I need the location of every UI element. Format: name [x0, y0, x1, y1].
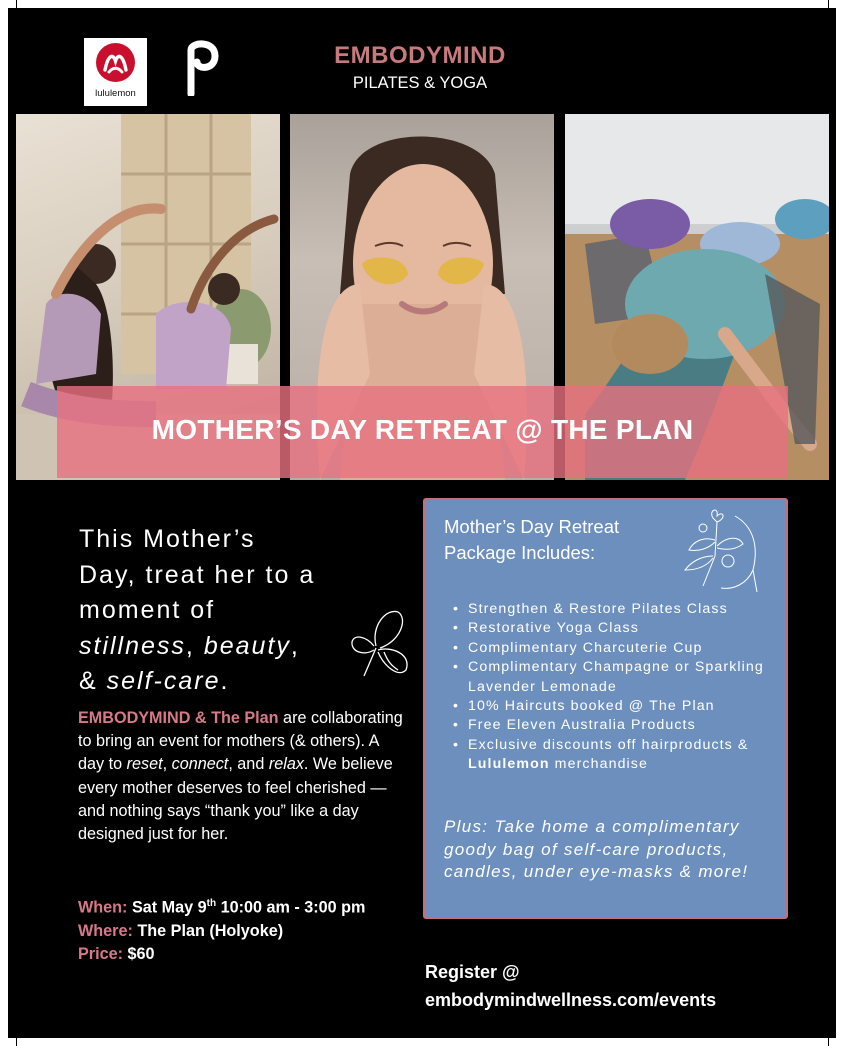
price-label: Price:: [78, 945, 123, 964]
package-item-text: merchandise: [549, 756, 648, 773]
package-title: [444, 514, 674, 566]
description-text: . We believe every mother deserves to feel cherished — and nothing says “thank you” like a day designed just for her.: [78, 755, 393, 844]
plan-p-logo-icon: [185, 40, 219, 101]
package-item: [453, 736, 783, 775]
package-title-line: Mother’s Day Retreat: [444, 516, 620, 537]
headline-amp: &: [79, 667, 107, 695]
event-description: [78, 707, 408, 846]
when-value: Sat May 9: [127, 898, 207, 917]
headline-punct: ,: [185, 631, 204, 660]
package-item: • Complimentary Charcuterie Cup: [453, 639, 783, 658]
headline-stillness: stillness: [79, 631, 186, 660]
headline-line: Day, treat her to a: [79, 560, 316, 589]
package-item: • 10% Haircuts booked @ The Plan: [453, 697, 783, 716]
package-items: [453, 600, 783, 775]
lululemon-logo-icon: [96, 43, 135, 82]
register-link[interactable]: embodymindwellness.com/events: [425, 990, 717, 1010]
when-label: When:: [78, 898, 128, 917]
package-box: [423, 498, 788, 919]
event-title: MOTHER’S DAY RETREAT @ THE PLAN: [151, 414, 694, 445]
headline-selfcare: self-care: [106, 667, 221, 695]
description-relax: relax: [268, 755, 304, 774]
headline-line: [79, 629, 389, 665]
description-text: ,: [162, 755, 172, 774]
headline-punct: ,: [290, 631, 300, 660]
price-row: [78, 943, 418, 967]
lululemon-logo: [84, 38, 147, 106]
package-plus-note: Plus: Take home a complimentary goody bag of self-care products, candles, under eye-masks & more!: [444, 817, 749, 881]
butterfly-line-art-icon: [346, 606, 414, 680]
package-item-lululemon: Lululemon: [468, 756, 550, 773]
package-item: • Free Eleven Australia Products: [453, 716, 783, 735]
headline-beauty: beauty: [203, 631, 291, 660]
crop-mark: [828, 1038, 829, 1046]
where-label: Where:: [78, 921, 133, 940]
floral-line-art-icon: [673, 506, 763, 594]
register-label: Register @: [425, 962, 520, 982]
description-text: , and: [228, 755, 269, 774]
package-item: • Strengthen & Restore Pilates Class: [453, 600, 783, 619]
package-item-text: Exclusive discounts off hairproducts &: [468, 736, 749, 753]
package-item: • Complimentary Champagne or Sparkling Lavender Lemonade: [453, 658, 783, 697]
when-row: [78, 892, 418, 920]
package-title-line: Package Includes:: [444, 542, 596, 563]
where-row: [78, 920, 418, 944]
when-value: 10:00 am - 3:00 pm: [216, 898, 366, 917]
crop-mark: [16, 0, 17, 8]
register-callout: [425, 958, 716, 1014]
headline-line: [79, 664, 389, 700]
crop-mark: [16, 1038, 17, 1046]
where-value: The Plan (Holyoke): [132, 921, 284, 940]
lululemon-wordmark: lululemon: [95, 88, 136, 99]
headline: [79, 522, 389, 700]
headline-line: This Mother’s: [79, 525, 256, 553]
description-text: are collaborating to bring an event for mothers (& others). A day to: [78, 709, 403, 774]
headline-punct: .: [220, 667, 230, 695]
crop-mark: [828, 0, 829, 8]
brand-subtitle: PILATES & YOGA: [352, 74, 488, 92]
brand-title: EMBODYMIND: [334, 42, 506, 69]
headline-line: moment of: [79, 596, 216, 624]
price-value: $60: [123, 945, 155, 964]
event-details: [78, 892, 418, 967]
description-reset: reset: [126, 755, 163, 774]
description-connect: connect: [171, 755, 229, 774]
package-item: • Restorative Yoga Class: [453, 619, 783, 638]
when-value-sup: th: [206, 898, 217, 909]
description-brand: EMBODYMIND & The Plan: [78, 709, 279, 727]
